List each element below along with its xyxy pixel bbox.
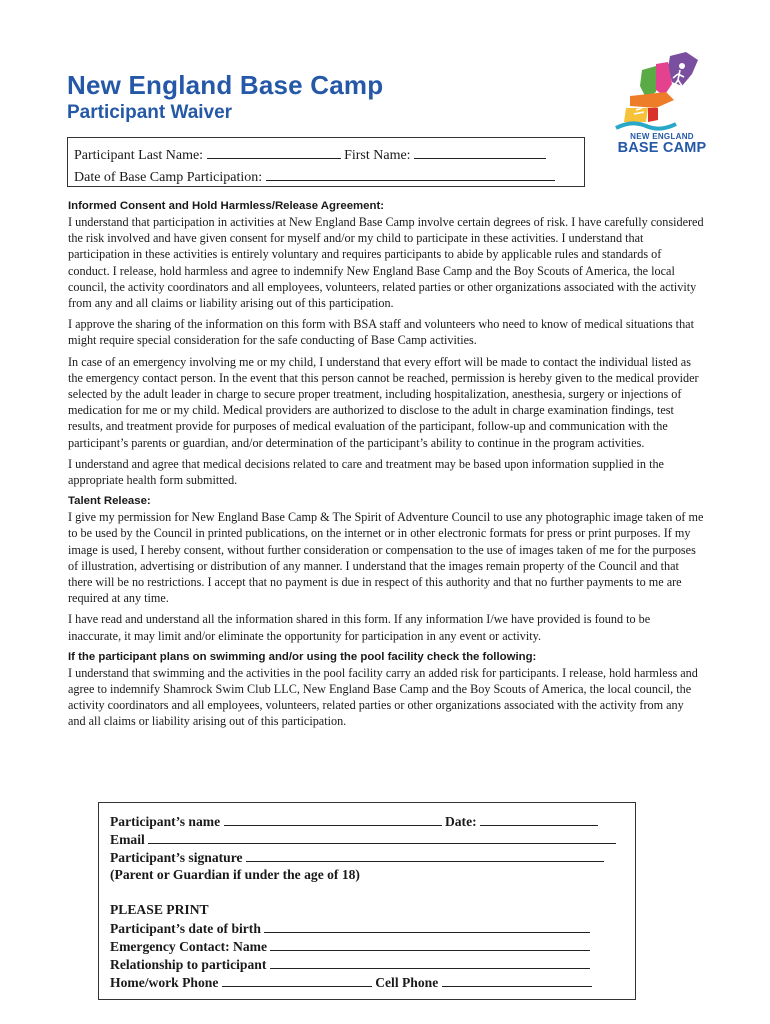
date-of-birth-row: [110, 919, 635, 937]
date-label: Date:: [444, 814, 477, 829]
date-field[interactable]: [480, 812, 598, 826]
date-row: [74, 166, 584, 188]
participant-info-box: [67, 137, 585, 187]
logo-state-vermont: [640, 66, 656, 98]
home-phone-label: Home/work Phone: [110, 975, 219, 990]
logo-state-rhode-island: [648, 108, 658, 122]
email-field[interactable]: [148, 830, 616, 844]
signature-field[interactable]: [246, 848, 604, 862]
emergency-contact-field[interactable]: [270, 937, 590, 951]
participant-name-field[interactable]: [224, 812, 442, 826]
phone-row: [110, 973, 635, 991]
logo-main-text: BASE CAMP: [617, 140, 707, 156]
logo-top-text: NEW ENGLAND: [630, 132, 694, 141]
last-name-field[interactable]: [207, 144, 341, 159]
consent-heading: Informed Consent and Hold Harmless/Release Agreement:: [68, 200, 385, 212]
logo-state-connecticut: [624, 108, 648, 122]
participant-name-row: [110, 812, 635, 830]
swimming-paragraph: I understand that swimming and the activities in the pool facility carry an added risk for participants. I release, hold harmless and agree to indemnify Shamrock Swim Club LLC, New England Base Camp and the Boy Scouts of America, the local council, the activity coordinators and all employees, volunteers, related parties or other organizations associated with the activity from any and all claims or liability arising out of this participation.: [68, 665, 698, 729]
swimming-heading: If the participant plans on swimming and/or using the pool facility check the following:: [68, 650, 537, 663]
talent-release-heading: Talent Release:: [68, 495, 151, 508]
date-of-birth-field[interactable]: [264, 919, 590, 933]
signature-form-box: [98, 802, 636, 1000]
emergency-contact-label: Emergency Contact: Name: [110, 939, 268, 954]
first-name-field[interactable]: [414, 144, 546, 159]
participation-date-field[interactable]: [266, 166, 555, 181]
participant-name-label: Participant’s name: [110, 814, 221, 829]
talent-paragraph-2: I have read and understand all the information shared in this form. If any information I/we have provided is found to be inaccurate, it may limit and/or eliminate the opportunity for participation in any event or activity.: [68, 612, 651, 643]
first-name-label: First Name:: [344, 148, 411, 163]
relationship-label: Relationship to participant: [110, 957, 267, 972]
base-camp-logo: [612, 52, 712, 160]
please-print-label: PLEASE PRINT: [110, 902, 209, 917]
home-phone-field[interactable]: [222, 973, 372, 987]
consent-paragraph-3: In case of an emergency involving me or my child, I understand that every effort will be made to contact the individual listed as the emergency contact person. In the event that this person cannot be reached, permission is hereby given to the medical provider selected by the adult leader in charge to secure proper treatment, including hospitalization, anesthesia, surgery or injections of medication for me or my child. Medical providers are authorized to disclose to the adult in charge examination findings, test results, and treatment provide for purposes of medical evaluation of the participant, follow-up and communication with the participant’s parents or guardian, and/or determination of the participant’s ability to continue in the program activities.: [68, 354, 699, 450]
logo-state-maine: [668, 52, 698, 86]
cell-phone-field[interactable]: [442, 973, 592, 987]
email-row: [110, 830, 635, 848]
page-title: New England Base Camp: [67, 70, 384, 100]
participation-date-label: Date of Base Camp Participation:: [74, 170, 263, 185]
consent-paragraph-4: I understand and agree that medical decisions related to care and treatment may be based upon information supplied in the appropriate health form submitted.: [68, 456, 664, 488]
emergency-contact-row: [110, 937, 635, 955]
guardian-note: (Parent or Guardian if under the age of 18): [110, 867, 360, 882]
signature-row: [110, 848, 635, 866]
logo-wave: [616, 123, 676, 128]
logo-figure-head: [679, 63, 685, 69]
signature-label: Participant’s signature: [110, 850, 243, 865]
talent-paragraph-1: I give my permission for New England Base Camp & The Spirit of Adventure Council to use any photographic image taken of me to be used by the Council in printed publications, on the internet or in other electronic formats for press or print purposes. If my image is used, I hereby consent, without further consideration or compensation to the use of images taken of me for the purposes of illustration, advertising or distribution of any manner. I understand that the images remain property of the Council and that there will be no restrictions. I accept that no payment is due in respect of this authority and that no further payments to me are required at any time.: [68, 510, 704, 606]
date-of-birth-label: Participant’s date of birth: [110, 921, 261, 936]
logo-map-graphic: [612, 52, 712, 134]
consent-paragraph-1: I understand that participation in activities at New England Base Camp involve certain degrees of risk. I have carefully considered the risk involved and have given consent for myself and/or my child to participate in these activities. I understand that participation in these activities is entirely voluntary and requires participants to abide by applicable rules and standards of conduct. I release, hold harmless and agree to indemnify New England Base Camp and the Boy Scouts of America, the local council, the activity coordinators and all employees, volunteers, related parties or other organizations associated with the activity from any and all claims or liability arising out of this participation.: [68, 215, 704, 311]
name-row: [74, 144, 584, 166]
consent-paragraph-2: I approve the sharing of the information on this form with BSA staff and volunteers who need to know of medical situations that might require special consideration for the safe conducting of Base Camp activities.: [68, 317, 694, 348]
logo-state-massachusetts: [630, 92, 674, 108]
last-name-label: Participant Last Name:: [74, 148, 204, 163]
relationship-row: [110, 955, 635, 973]
page-subtitle: Participant Waiver: [67, 102, 233, 123]
waiver-body: [68, 198, 704, 735]
relationship-field[interactable]: [270, 955, 590, 969]
cell-phone-label: Cell Phone: [375, 975, 439, 990]
email-label: Email: [110, 832, 145, 847]
